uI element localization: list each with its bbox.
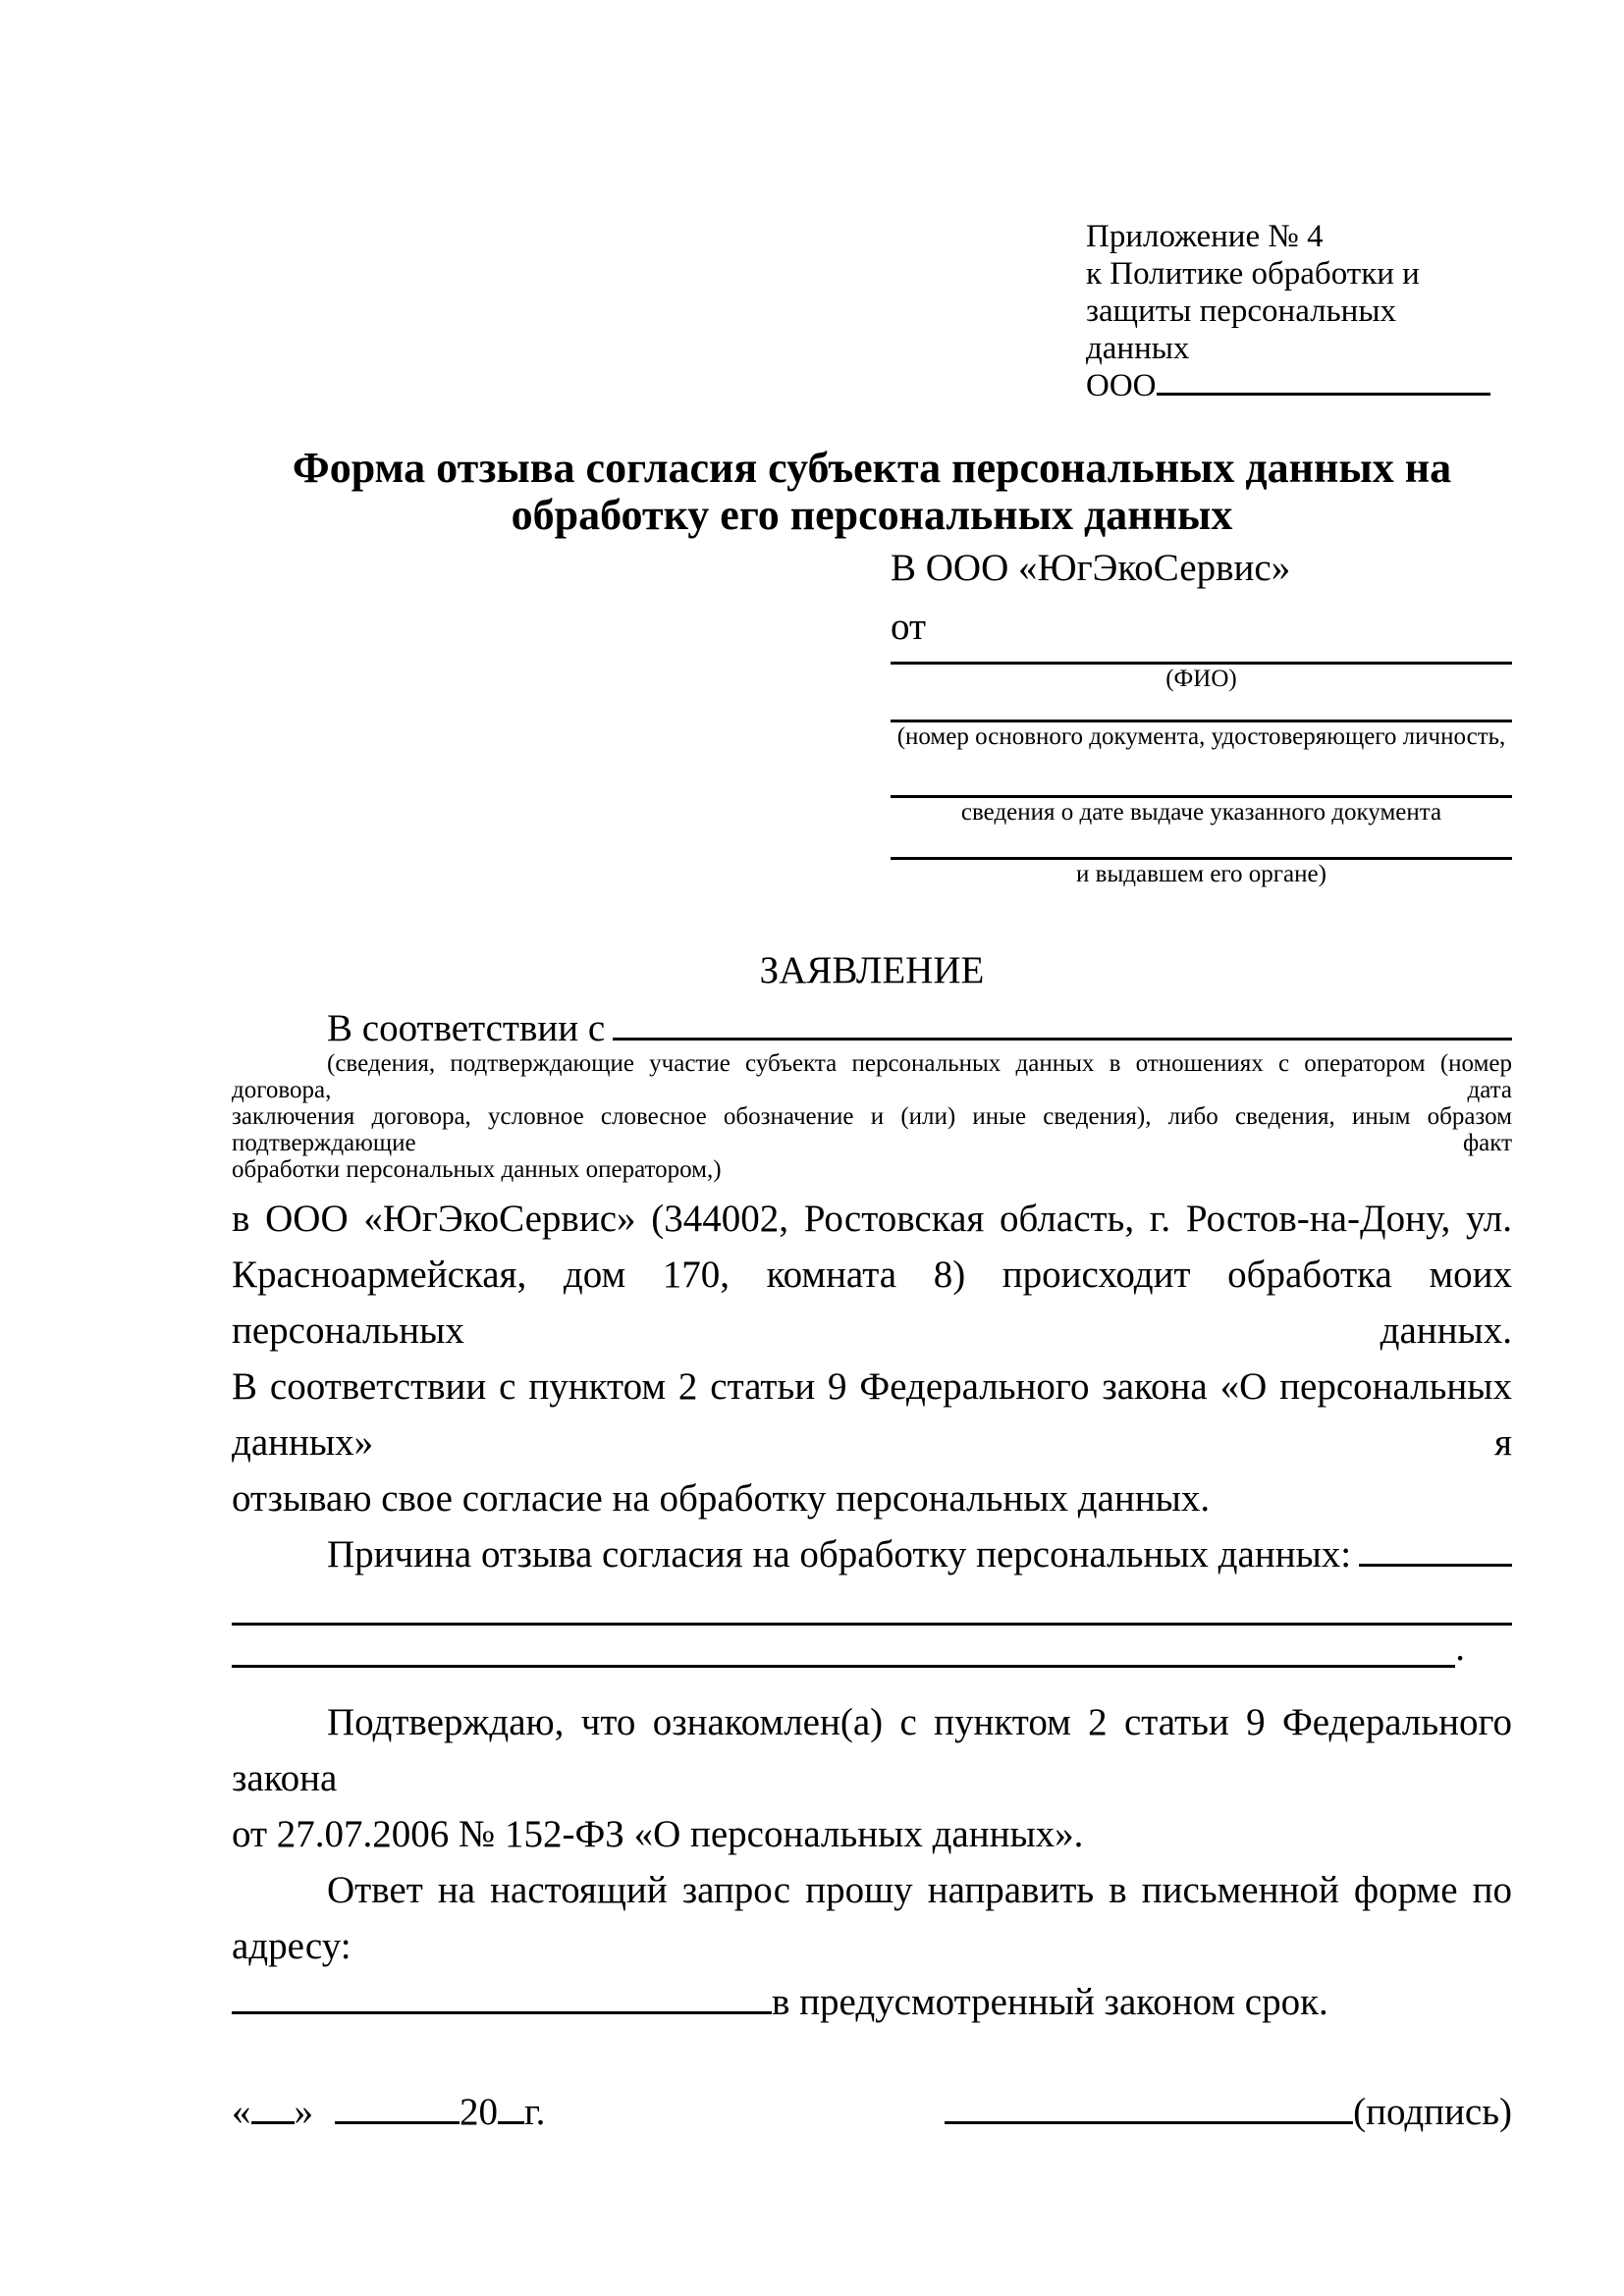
date-group [232,2084,545,2140]
signature-group [945,2084,1512,2140]
ooo-blank-line [1157,393,1491,396]
confirm-paragraph [232,1694,1512,1862]
addressee-from-label: от [891,606,927,648]
appendix-line-1: Приложение № 4 [1086,219,1324,254]
doc-issuer-blank-line [891,828,1512,860]
date-month-blank [335,2121,460,2124]
body-paragraph [232,1191,1512,1526]
date-year-suffix: г. [524,2091,546,2133]
response-line-1: Ответ на настоящий запрос прошу направить в письменной форме по адресу: [232,1869,1512,1967]
response-line-2: в предусмотренный законом срок. [772,1981,1328,2023]
reason-blank-inline [1359,1564,1512,1567]
footer-row [232,2084,1512,2140]
fio-blank-line [891,657,1512,665]
body-line-1: в ООО «ЮгЭкоСервис» (344002, Ростовская область, г. Ростов-на-Дону, ул. [232,1198,1512,1240]
reason-blank-line-1 [232,1582,1512,1626]
doc-caption-2: сведения о дате выдаче указанного документа [960,799,1442,826]
date-year-blank [498,2121,524,2124]
body-line-2: Красноармейская, дом 170, комната 8) происходит обработка моих персональных данных. [232,1254,1512,1352]
addressee-block [891,539,1512,889]
intro-blank-line [613,1038,1512,1041]
doc-caption-3: и выдавшем его органе) [1076,861,1326,887]
response-row-2 [232,1974,1512,2030]
address-blank-line [232,2011,772,2014]
reason-blank-line-2 [232,1665,1455,1668]
appendix-line-3: защиты персональных данных [1086,294,1396,366]
reason-blank-row-2 [232,1626,1512,1671]
ooo-label: ООО [1086,368,1157,403]
confirm-line-2: от 27.07.2006 № 152-ФЗ «О персональных данных». [232,1813,1084,1855]
intro-note-line-2: заключения договора, условное словесное обозначение и (или) иные сведения), либо сведения, иным образом подтверждающие факт [232,1103,1512,1156]
reason-period: . [1455,1627,1465,1669]
reason-row [232,1526,1512,1582]
date-quote-open: « [232,2091,251,2133]
response-line-1-wrap [232,1862,1512,1974]
signature-caption: (подпись) [1353,2091,1512,2133]
appendix-line-2: к Политике обработки и [1086,256,1420,292]
date-day-blank [251,2121,295,2124]
signature-blank-line [945,2121,1353,2124]
body-line-4: отзываю свое согласие на обработку персональных данных. [232,1477,1211,1520]
doc-number-blank-line [891,694,1512,722]
intro-row [232,1006,1512,1050]
confirm-line-1: Подтверждаю, что ознакомлен(а) с пунктом 2 статьи 9 Федерального закона [232,1701,1512,1799]
fio-caption: (ФИО) [1165,666,1237,692]
form-title: Форма отзыва согласия субъекта персональных данных на обработку его персональных данных [292,444,1452,539]
doc-caption-1: (номер основного документа, удостоверяющего личность, [896,723,1506,750]
date-year-prefix: 20 [460,2091,498,2133]
statement-heading: ЗАЯВЛЕНИЕ [759,949,985,991]
body-line-3: В соответствии с пунктом 2 статьи 9 Федерального закона «О персональных данных» я [232,1365,1512,1464]
intro-note [232,1050,1512,1183]
appendix-block [1086,218,1490,404]
doc-date-blank-line [891,752,1512,798]
reason-lead: Причина отзыва согласия на обработку персональных данных: [327,1533,1352,1575]
intro-lead: В соответствии с [327,1007,606,1049]
date-quote-close: » [294,2091,313,2133]
response-paragraph [232,1862,1512,2030]
intro-note-line-3: обработки персональных данных оператором,) [232,1156,722,1183]
addressee-to: В ООО «ЮгЭкоСервис» [891,547,1291,589]
appendix-ooo-row [1086,367,1490,404]
intro-note-line-1: (сведения, подтверждающие участие субъекта персональных данных в отношениях с оператором (номер договора, дата [232,1050,1512,1103]
